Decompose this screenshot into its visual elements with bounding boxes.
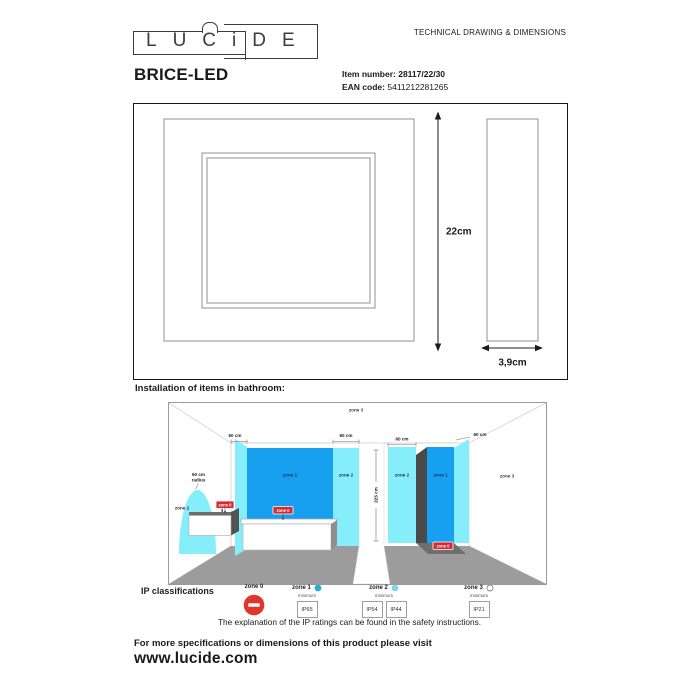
- product-identifiers: [342, 68, 448, 94]
- document-type-label: TECHNICAL DRAWING & DIMENSIONS: [413, 28, 566, 37]
- arrow-up-icon: [435, 112, 441, 120]
- ip-ratings-note: The explanation of the IP ratings can be found in the safety instructions.: [217, 617, 482, 627]
- zone1-label-left: zone 1: [282, 472, 298, 478]
- ip-zone2-column: [356, 584, 412, 618]
- ean-label: EAN code:: [342, 82, 385, 92]
- ip-rating-ip44: IP44: [386, 601, 407, 618]
- ip-zone0-label: zone 0: [244, 584, 264, 590]
- ip-zone2-label: zone 2: [369, 585, 388, 591]
- ean-line: [342, 81, 448, 94]
- ip-zone3-column: [455, 584, 503, 618]
- ip-classifications-title: IP classifications: [141, 586, 214, 596]
- dim60-label-2: 60 cm: [339, 433, 353, 438]
- zone1-label-right: zone 1: [433, 472, 448, 478]
- bathtub-rim: [241, 519, 337, 524]
- front-view-inner-square: [202, 153, 375, 308]
- dim-60-ticks: [231, 437, 470, 447]
- dim60-label-4: 60 cm: [473, 432, 487, 437]
- side-view-rect: [487, 119, 538, 341]
- ip-rating-ip21: IP21: [469, 601, 490, 618]
- dim60-label-1: 60 cm: [228, 433, 242, 438]
- svg-text:zone 0: zone 0: [276, 507, 290, 513]
- zone0-badge-shower: [433, 542, 453, 550]
- zone3-top-label: zone 3: [348, 407, 364, 413]
- dim225-label: 225 cm: [373, 487, 379, 503]
- height-dimension-label: 22cm: [446, 226, 472, 238]
- ean-value: 5411212281265: [387, 82, 449, 92]
- lucide-logo: [133, 24, 323, 66]
- bathtub: [241, 519, 337, 550]
- item-number-label: Item number:: [342, 69, 396, 79]
- bathtub-side: [331, 520, 337, 550]
- arrow-right-icon: [535, 345, 543, 351]
- zone1-wall-shower: [427, 447, 454, 543]
- front-view-inner-square-2: [207, 158, 370, 303]
- arrow-left-icon: [481, 345, 489, 351]
- ip-zone3-minimum: minimum: [469, 593, 489, 598]
- radius-label-line2: radius: [191, 477, 206, 483]
- ip-rating-ip65: IP65: [297, 601, 318, 618]
- footer-text: For more specifications or dimensions of this product please visit: [134, 638, 432, 649]
- svg-text:zone 0: zone 0: [436, 543, 450, 549]
- item-number-line: [342, 68, 448, 81]
- zone2-dot-icon: [391, 584, 399, 592]
- technical-drawing: [134, 104, 567, 379]
- ip-zone2-minimum: minimum: [374, 593, 394, 598]
- ip-rating-ip54: IP54: [362, 601, 383, 618]
- arrow-down-icon: [435, 344, 441, 352]
- depth-dimension-label: 3,9cm: [498, 357, 527, 369]
- logo-text: LUCiDE: [146, 30, 311, 51]
- technical-drawing-panel: [133, 103, 568, 380]
- bathroom-section-title: Installation of items in bathroom:: [135, 383, 285, 394]
- dim60-label-3: 60 cm: [395, 436, 409, 442]
- shower-wall-panel: [416, 447, 427, 543]
- ip-zone0-column: [230, 584, 278, 621]
- zone2-band-right: [388, 447, 416, 543]
- zone2-label-left: zone 2: [338, 472, 354, 478]
- svg-text:zone 0: zone 0: [218, 502, 232, 508]
- ip-zone1-label: zone 1: [292, 585, 311, 591]
- website-url: www.lucide.com: [134, 650, 258, 667]
- bathroom-diagram-panel: [168, 402, 547, 585]
- item-number-value: 28117/22/30: [398, 69, 446, 79]
- zone2-basin-label: zone 2: [174, 505, 190, 511]
- zone2-label-right: zone 2: [394, 472, 410, 478]
- bathtub-front: [243, 524, 331, 550]
- basin-side: [231, 508, 239, 536]
- ip-zone1-minimum: minimum: [297, 593, 317, 598]
- ip-zone3-label: zone 3: [464, 585, 483, 591]
- radius-pointer-line: [196, 483, 199, 490]
- zone1-dot-icon: [314, 584, 322, 592]
- zone2-wedge-right: [454, 439, 469, 543]
- product-name: BRICE-LED: [134, 65, 229, 84]
- ip-zone1-column: [283, 584, 331, 618]
- washbasin: [189, 508, 239, 536]
- radius-label-line1: 60 cm: [191, 472, 206, 477]
- zone3-dot-icon: [486, 584, 494, 592]
- basin-front: [189, 516, 231, 536]
- zone3-right-label: zone 3: [499, 473, 515, 479]
- bathroom-diagram: [169, 403, 546, 584]
